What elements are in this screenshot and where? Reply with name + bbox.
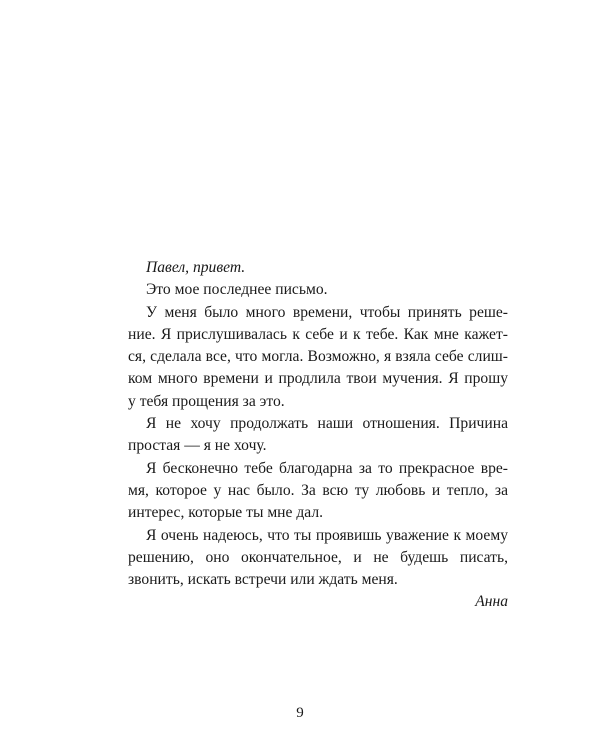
paragraph-2-line-3: ся, сделала все, что могла. Возможно, я взяла себе слиш- — [128, 348, 508, 366]
letter-signature: Анна — [475, 593, 508, 611]
paragraph-5-line-3: звонить, искать встречи или ждать меня. — [128, 571, 398, 589]
paragraph-2-line-2: ние. Я прислушивалась к себе и к тебе. Как мне кажет- — [128, 325, 508, 343]
letter-greeting: Павел, привет. — [146, 259, 246, 276]
paragraph-4-line-2: мя, которое у нас было. За всю ту любовь и тепло, за — [128, 481, 508, 499]
paragraph-5-line-1: Я очень надеюсь, что ты проявишь уважение к моему — [146, 526, 508, 544]
paragraph-2-line-4: ком много времени и продлила твои мучения. Я прошу — [128, 370, 508, 388]
page-number: 9 — [296, 705, 304, 721]
paragraph-2-line-1: У меня было много времени, чтобы принять реше- — [146, 303, 508, 321]
paragraph-1-line-1: Это мое последнее письмо. — [146, 281, 328, 299]
paragraph-5-line-2: решению, оно окончательное, и не будешь писать, — [128, 548, 508, 566]
paragraph-3-line-2: простая — я не хочу. — [128, 437, 267, 455]
letter-text — [128, 257, 508, 614]
paragraph-2-line-5: у тебя прощения за это. — [128, 392, 285, 410]
paragraph-4-line-3: интерес, которые ты мне дал. — [128, 504, 324, 522]
paragraph-3-line-1: Я не хочу продолжать наши отношения. Причина — [146, 415, 508, 433]
paragraph-4-line-1: Я бесконечно тебе благодарна за то прекрасное вре- — [146, 459, 508, 477]
